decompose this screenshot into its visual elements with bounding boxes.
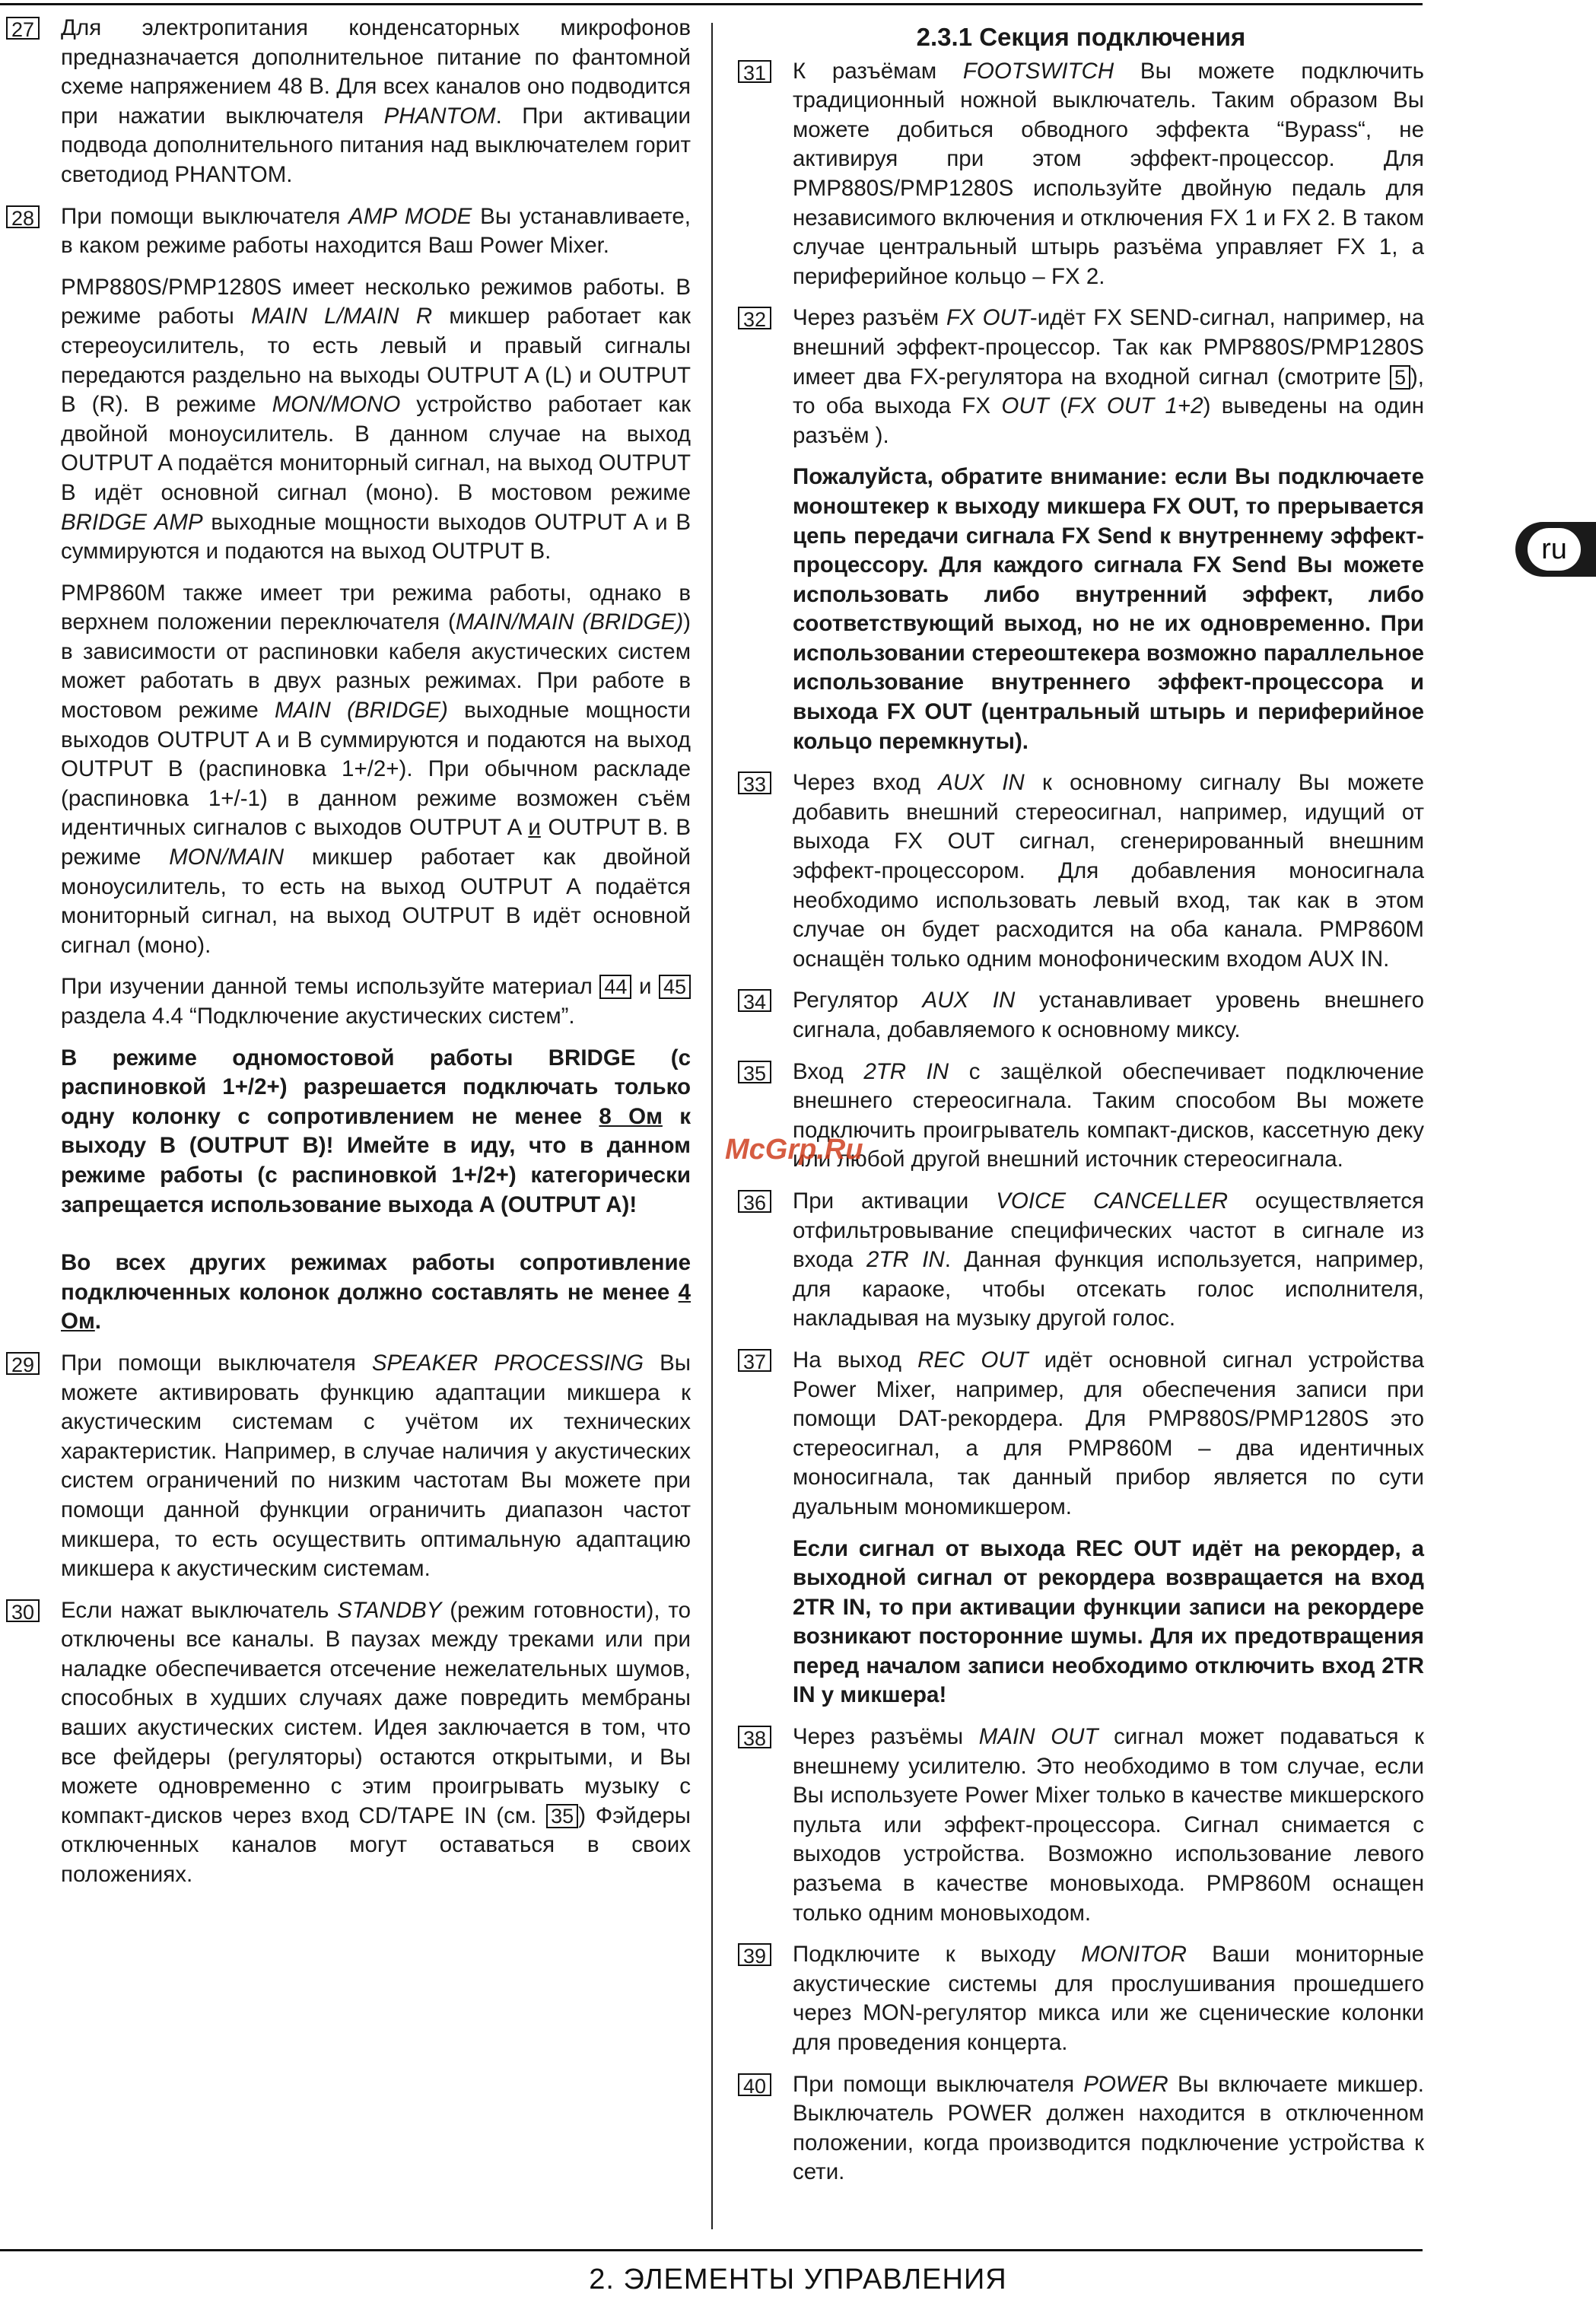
item-number-34: 34: [738, 989, 771, 1012]
warning-other-modes: Во всех других режимах работы сопротивление подключенных колонок должно составлять не менее 4 Ом.: [61, 1250, 691, 1335]
ref-35: 35: [546, 1804, 578, 1828]
warning-rec-out: Если сигнал от выхода REC OUT идёт на рекордер, а выходной сигнал от рекордера возвращается на вход 2TR IN, то при активации функции записи на рекордере возникают посторонние шумы. Для их предотвращения перед началом записи необходимо отключить вход 2TR IN у микшера!: [793, 1535, 1424, 1708]
item-number-40: 40: [738, 2073, 771, 2096]
language-tab[interactable]: [1515, 522, 1596, 577]
item-number-36: 36: [738, 1190, 771, 1213]
item-number-27: 27: [6, 17, 40, 40]
item-40: 40 При помощи выключателя POWER Вы включаете микшер. Выключатель POWER должен находится в отключенном положении, когда производится подключение устройства к сети.: [738, 2070, 1424, 2187]
item-35: 35 Вход 2TR IN с защёлкой обеспечивает подключение внешнего стереосигнала. Таким способом Вы можете подключить проигрыватель компакт-дисков, кассетную деку или любой другой внешний источник стереосигнала.: [738, 1058, 1424, 1175]
section-heading: 2.3.1 Секция подключения: [916, 23, 1246, 51]
item-27: 27 Для электропитания конденсаторных микрофонов предназначается дополнительное питание по фантомной схеме напряжением 48 В. Для всех каналов оно подводится при нажатии выключателя PHANTOM. При активации подвода дополнительного питания над выключателем горит светодиод PHANTOM.: [6, 14, 691, 190]
item-39: 39 Подключите к выходу MONITOR Ваши мониторные акустические системы для прослушивания прошедшего через MON-регулятор микса или же сценические колонки для проведения концерта.: [738, 1940, 1424, 2057]
right-column: [738, 14, 1424, 2200]
item-number-29: 29: [6, 1352, 40, 1375]
warning-bridge-mode: В режиме одномостовой работы BRIDGE (с распиновкой 1+/2+) разрешается подключать только одну колонку с сопротивлением не менее 8 Ом к выходу B (OUTPUT B)! Имейте в иду, что в данном режиме работы (с распиновкой 1+/2+) категорически запрещается использование выхода A (OUTPUT A)!: [61, 1045, 691, 1217]
item-30: 30 Если нажат выключатель STANDBY (режим готовности), то отключены все каналы. В паузах между треками или при наладке обеспечивается отсечение нежелательных шумов, способных в худших случаях даже повредить мембраны ваших акустических систем. Идея заключается в том, что все фейдеры (регуляторы) остаются открытыми, и Вы можете одновременно с этим проигрывать музыку с компакт-дисков через вход CD/TAPE IN (см. 35 ) Фэйдеры отключенных каналов могут оставаться в своих положениях.: [6, 1596, 691, 1890]
item-38: 38 Через разъёмы MAIN OUT сигнал может подаваться к внешнему усилителю. Это необходимо в том случае, если Вы используете Power Mixer только в качестве микшерского пульта или эффект-процессора. Сигнал снимается с выходов устройства. Возможно использование левого разъема в качестве моновыхода. PMP860M оснащен только одним моновыходом.: [738, 1723, 1424, 1928]
ref-45: 45: [659, 975, 691, 999]
amp-mode-paragraph-pmp860m: PMP860M также имеет три режима работы, однако в верхнем положении переключателя (MAIN/MAIN (BRIDGE)) в зависимости от распиновки кабеля акустических систем может работать в двух разных режимах. При работе в мостовом режиме MAIN (BRIDGE) выходные мощности выходов OUTPUT A и B суммируются и подаются на выход OUTPUT B (распиновка 1+/2+). При обычном раскладе (распиновка 1+/-1) в данном режиме возможен съём идентичных сигналов с выходов OUTPUT A и OUTPUT B. В режиме MON/MAIN микшер работает как двойной моноусилитель, то есть на выход OUTPUT A подаётся мониторный сигнал, на выход OUTPUT B идёт основной сигнал (моно).: [61, 580, 691, 958]
item-number-33: 33: [738, 771, 771, 794]
ref-5: 5: [1390, 365, 1410, 390]
amp-mode-paragraph-pmp880s: PMP880S/PMP1280S имеет несколько режимов работы. В режиме работы MAIN L/MAIN R микшер работает как стереоусилитель, то есть левый и правый сигналы передаются раздельно на выходы OUTPUT A (L) и OUTPUT B (R). В режиме MON/MONO устройство работает как двойной моноусилитель. В данном случае на выход OUTPUT A подаётся мониторный сигнал, на выход OUTPUT B идёт основной сигнал (моно). В мостовом режиме BRIDGE AMP выходные мощности выходов OUTPUT A и B суммируются и подаются на выход OUTPUT B.: [61, 274, 691, 565]
item-number-28: 28: [6, 205, 40, 228]
item-33: 33 Через вход AUX IN к основному сигналу Вы можете добавить внешний стереосигнал, например, идущий от выхода FX OUT сигнал, сгенерированный внешним эффект-процессором. Для добавления моносигнала необходимо использовать левый вход, так как в этом случае он будет расходится на оба канала. PMP860M оснащён только одним монофоническим входом AUX IN.: [738, 768, 1424, 974]
item-number-32: 32: [738, 307, 771, 329]
item-number-31: 31: [738, 60, 771, 83]
bottom-rule: [0, 2249, 1423, 2251]
item-number-35: 35: [738, 1061, 771, 1083]
watermark: McGrp.Ru: [725, 1134, 863, 1166]
column-divider: [711, 23, 713, 2229]
top-rule: [0, 3, 1423, 5]
reference-paragraph: При изучении данной темы используйте материал 44 и 45 раздела 4.4 “Подключение акустических систем”.: [6, 972, 691, 1031]
item-number-37: 37: [738, 1349, 771, 1372]
item-31: 31 К разъёмам FOOTSWITCH Вы можете подключить традиционный ножной выключатель. Таким образом Вы можете добиться обводного эффекта “Bypass“, не активируя при этом эффект-процессор. Для PMP880S/PMP1280S используйте двойную педаль для независимого включения и отключения FX 1 и FX 2. В таком случае центральный штырь разъёма управляет FX 1, а периферийное кольцо – FX 2.: [738, 57, 1424, 292]
left-column: [6, 14, 691, 1902]
warning-fx-out: Пожалуйста, обратите внимание: если Вы подключаете моноштекер к выходу микшера FX OUT, то прерывается цепь передачи сигнала FX Send к внутреннему эффект-процессору. Для каждого сигнала FX Send Вы можете использовать либо внутренний эффект, либо соответствующий выход, но не их одновременно. При использовании стереоштекера возможно параллельное использование внутреннего эффект-процессора и выхода FX OUT (центральный штырь и периферийное кольцо перемкнуты).: [793, 464, 1424, 754]
item-28: 28 При помощи выключателя AMP MODE Вы устанавливаете, в каком режиме работы находится Ваш Power Mixer.: [6, 202, 691, 261]
item-29: 29 При помощи выключателя SPEAKER PROCESSING Вы можете активировать функцию адаптации микшера к акустическим системам с учётом их технических характеристик. Например, в случае наличия у акустических систем ограничений по низким частотам Вы можете при помощи данной функции ограничить диапазон частот микшера, то есть осуществить оптимальную адаптацию микшера к акустическим системам.: [6, 1349, 691, 1584]
item-number-30: 30: [6, 1599, 40, 1622]
page-footer: 2. ЭЛЕМЕНТЫ УПРАВЛЕНИЯ: [589, 2264, 1007, 2295]
item-32: 32 Через разъём FX OUT-идёт FX SEND-сигнал, например, на внешний эффект-процессор. Так как PMP880S/PMP1280S имеет два FX-регулятора на входной сигнал (смотрите 5 ), то оба выхода FX OUT (FX OUT 1+2) выведены на один разъём ).: [738, 304, 1424, 450]
item-36: 36 При активации VOICE CANCELLER осуществляется отфильтровывание специфических частот в сигнале из входа 2TR IN. Данная функция используется, например, для караоке, чтобы отсекать голос исполнителя, накладывая на музыку другой голос.: [738, 1187, 1424, 1334]
ref-44: 44: [599, 975, 631, 999]
item-34: 34 Регулятор AUX IN устанавливает уровень внешнего сигнала, добавляемого к основному миксу.: [738, 986, 1424, 1045]
item-number-38: 38: [738, 1726, 771, 1748]
item-37: 37 На выход REC OUT идёт основной сигнал устройства Power Mixer, например, для обеспечения записи при помощи DAT-рекордера. Для PMP880S/PMP1280S это стереосигнал, а для PMP860M – два идентичных моносигнала, так данный прибор является по сути дуальным мономикшером.: [738, 1346, 1424, 1522]
item-number-39: 39: [738, 1943, 771, 1966]
language-badge: ru: [1528, 528, 1581, 571]
